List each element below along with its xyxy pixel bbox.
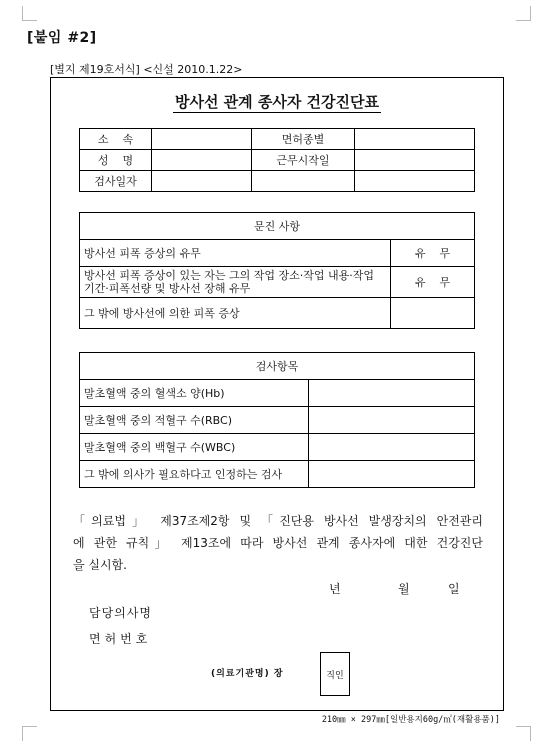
name-field[interactable] bbox=[151, 150, 251, 171]
license-type-field[interactable] bbox=[355, 129, 475, 150]
attachment-label: [붙임 #2] bbox=[27, 30, 97, 46]
inquiry-header: 문진 사항 bbox=[80, 213, 475, 240]
inquiry-table bbox=[79, 212, 475, 329]
exam-result-field[interactable] bbox=[309, 407, 475, 434]
empty-cell bbox=[355, 171, 475, 192]
table-row bbox=[80, 267, 475, 298]
license-number-label: 면허번호 bbox=[89, 632, 152, 646]
table-row bbox=[80, 213, 475, 240]
health-exam-form bbox=[50, 77, 504, 711]
affiliation-label: 소 속 bbox=[80, 129, 152, 150]
license-type-label: 면허종별 bbox=[251, 129, 355, 150]
statement-paragraph bbox=[73, 510, 483, 576]
table-row bbox=[80, 407, 475, 434]
form-title-text: 방사선 관계 종사자 건강진단표 bbox=[174, 93, 380, 111]
form-number: [별지 제19호서식] <신설 2010.1.22> bbox=[50, 63, 243, 76]
exam-items-table bbox=[79, 352, 475, 488]
inquiry-question: 방사선 피폭 증상이 있는 자는 그의 작업 장소·작업 내용·작업 기간·피폭선량 및 방사선 장해 유무 bbox=[80, 267, 391, 298]
date-year: 년 bbox=[329, 582, 341, 596]
physician-name-label: 담당의사명 bbox=[89, 606, 152, 620]
table-row bbox=[80, 380, 475, 407]
institution-head-label: (의료기관명) 장 bbox=[211, 669, 284, 679]
inquiry-question: 방사선 피폭 증상의 유무 bbox=[80, 240, 391, 267]
exam-date-label: 검사일자 bbox=[80, 171, 152, 192]
exam-date-field[interactable] bbox=[151, 171, 251, 192]
exam-item-label: 말초혈액 중의 혈색소 양(Hb) bbox=[80, 380, 309, 407]
empty-cell bbox=[251, 171, 355, 192]
table-row bbox=[80, 171, 475, 192]
work-start-label: 근무시작일 bbox=[251, 150, 355, 171]
exam-item-label: 말초혈액 중의 백혈구 수(WBC) bbox=[80, 434, 309, 461]
exam-items-header: 검사항목 bbox=[80, 353, 475, 380]
personal-info-table bbox=[79, 128, 475, 192]
date-day: 일 bbox=[448, 582, 460, 596]
inquiry-answer-field[interactable]: 유 무 bbox=[391, 267, 475, 298]
exam-result-field[interactable] bbox=[309, 434, 475, 461]
table-row bbox=[80, 353, 475, 380]
exam-item-label: 말초혈액 중의 적혈구 수(RBC) bbox=[80, 407, 309, 434]
date-month: 월 bbox=[398, 582, 410, 596]
name-label: 성 명 bbox=[80, 150, 152, 171]
corner-mark-top-right bbox=[516, 6, 531, 21]
corner-mark-bottom-right bbox=[516, 726, 531, 741]
table-row bbox=[80, 434, 475, 461]
exam-result-field[interactable] bbox=[309, 380, 475, 407]
affiliation-field[interactable] bbox=[151, 129, 251, 150]
table-row bbox=[80, 129, 475, 150]
statement-line: 을 실시함. bbox=[73, 558, 127, 572]
statement-line: 「의료법」 제37조제2항 및 「진단용 방사선 발생장치의 안전관리 bbox=[73, 514, 483, 528]
inquiry-answer-field[interactable]: 유 무 bbox=[391, 240, 475, 267]
table-row bbox=[80, 461, 475, 488]
statement-line: 에 관한 규칙」 제13조에 따라 방사선 관계 종사자에 대한 건강진단 bbox=[73, 536, 483, 550]
work-start-field[interactable] bbox=[355, 150, 475, 171]
table-row bbox=[80, 240, 475, 267]
inquiry-question: 그 밖에 방사선에 의한 피폭 증상 bbox=[80, 298, 391, 329]
corner-mark-bottom-left bbox=[22, 726, 37, 741]
exam-item-label: 그 밖에 의사가 필요하다고 인정하는 검사 bbox=[80, 461, 309, 488]
exam-result-field[interactable] bbox=[309, 461, 475, 488]
form-title bbox=[51, 91, 503, 112]
official-seal-box bbox=[320, 652, 350, 696]
paper-size-note: 210㎜ × 297㎜[일반용지60g/㎡(재활용품)] bbox=[321, 715, 500, 725]
corner-mark-top-left bbox=[22, 6, 37, 21]
table-row bbox=[80, 298, 475, 329]
inquiry-answer-field[interactable] bbox=[391, 298, 475, 329]
table-row bbox=[80, 150, 475, 171]
seal-label: 직인 bbox=[326, 670, 344, 681]
